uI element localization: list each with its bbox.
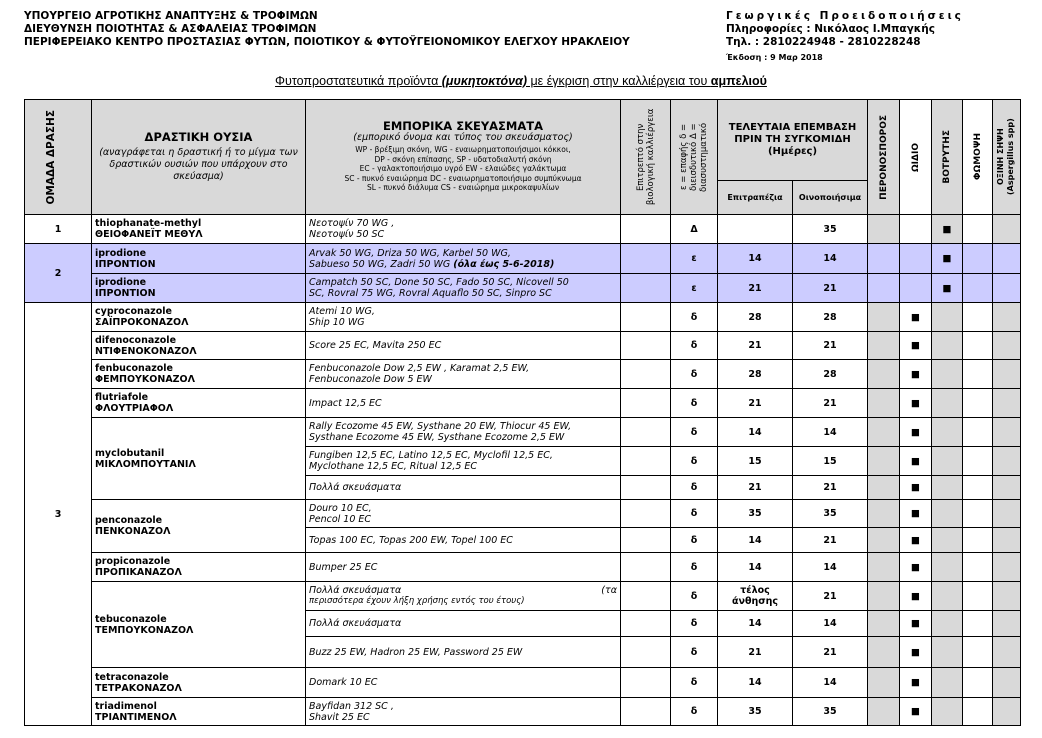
substance-cell: triadimenol ΤΡΙΑΝΤΙΜΕΝΟΛ [92,698,306,726]
issue-date: Έκδοση : 9 Μαρ 2018 [726,53,823,62]
substance-cell: tetraconazole ΤΕΤΡΑΚΟΝΑΖΟΛ [92,668,306,698]
formulation-line: WP - βρέξιμη σκόνη, WG - εναιωρηματοποιήσιμοι κόκκοι, [355,145,571,155]
substance-cell: cyproconazole ΣΑΪΠΡΟΚΟΝΑΖΟΛ [92,303,306,332]
table-row: Πολλά σκευάσματα δ 14 14 ■ [25,611,1021,637]
table-row: flutriafole ΦΛΟΥΤΡΙΑΦΟΛ Impact 12,5 EC δ 21 21 ■ [25,389,1021,418]
formulation-line: EC - γαλακτοποιήσιμο υγρό EW - ελαιώδες γαλάκτωμα [359,164,567,174]
products-cell: Arvak 50 WG, Driza 50 WG, Karbel 50 WG, Sabueso 50 WG, Zadri 50 WG (όλα έως 5-6-2018) [306,244,621,274]
phi-wine-cell: 35 [793,215,868,244]
table-row: Πολλά σκευάσματα δ 21 21 ■ [25,476,1021,500]
formulation-line: SC - πυκνό εναιώρημα DC - εναιωρηματοποιήσιμο συμπύκνωμα [344,173,582,183]
powdery-mark: ■ [900,389,932,418]
title-middle: με έγκριση στην καλλιέργεια του [527,74,711,88]
botrytis-mark: ■ [932,274,963,303]
table-row: penconazole ΠΕΝΚΟΝΑΖΟΛ Douro 10 EC, Pencol 10 EC δ 35 35 ■ [25,500,1021,528]
title-emphasis: (μυκητοκτόνα) [441,74,527,88]
powdery-mark: ■ [900,303,932,332]
botrytis-mark: ■ [932,244,963,274]
group-number: 2 [25,244,92,303]
table-row: tetraconazole ΤΕΤΡΑΚΟΝΑΖΟΛ Domark 10 EC δ 14 14 ■ [25,668,1021,698]
substance-cell: myclobutanil ΜΙΚΛΟΜΠΟΥΤΑΝΙΛ [92,418,306,500]
col-table-grape: Επιτραπέζια [718,181,793,215]
group-number: 1 [25,215,92,244]
col-substance: ΔΡΑΣΤΙΚΗ ΟΥΣΙΑ (αναγράφεται η δραστική ή το μίγμα των δραστικών ουσιών που υπάρχουν στο σκεύασμα) [92,100,306,215]
table-row: propiconazole ΠΡΟΠΙΚΑΝΑΖΟΛ Bumper 25 EC δ 14 14 ■ [25,553,1021,582]
col-powdery: ΩΙΔΙΟ [900,100,932,215]
powdery-mark: ■ [900,476,932,500]
substance-cell: flutriafole ΦΛΟΥΤΡΙΑΦΟΛ [92,389,306,418]
powdery-mark: ■ [900,447,932,476]
powdery-mark: ■ [900,418,932,447]
col-downy: ΠΕΡΟΝΟΣΠΟΡΟΣ [868,100,900,215]
powdery-mark: ■ [900,611,932,637]
substance-cell: penconazole ΠΕΝΚΟΝΑΖΟΛ [92,500,306,553]
table-row: difenoconazole ΝΤΙΦΕΝΟΚΟΝΑΖΟΛ Score 25 EC, Mavita 250 EC δ 21 21 ■ [25,332,1021,360]
powdery-mark: ■ [900,528,932,553]
col-phi: ΤΕΛΕΥΤΑΙΑ ΕΠΕΜΒΑΣΗ ΠΡΙΝ ΤΗ ΣΥΓΚΟΜΙΔΗ (Ημέρες) [718,100,868,181]
directorate-line: ΔΙΕΥΘΥΝΣΗ ΠΟΙΟΤΗΤΑΣ & ΑΣΦΑΛΕΙΑΣ ΤΡΟΦΙΜΩΝ [24,23,317,35]
col-sour-rot: ΟΞΙΝΗ ΣΗΨΗ (Aspergillus spp) [993,100,1021,215]
substance-cell: difenoconazole ΝΤΙΦΕΝΟΚΟΝΑΖΟΛ [92,332,306,360]
col-group: ΟΜΑΔΑ ΔΡΑΣΗΣ [25,100,92,215]
powdery-mark: ■ [900,668,932,698]
formulation-line: DP - σκόνη επίπασης, SP - υδατοδιαλυτή σκόνη [374,154,552,164]
contact-info: Πληροφορίες : Νικόλαος Ι.Μπαγκής [726,23,935,35]
table-row: 2 iprodione ΙΠΡΟΝΤΙΟΝ Arvak 50 WG, Driza 50 WG, Karbel 50 WG, Sabueso 50 WG, Zadri 50 WG (όλα έως 5-6-2018) ε 14 14 ■ [25,244,1021,274]
title-prefix: Φυτοπροστατευτικά προϊόντα [275,74,442,88]
table-row: myclobutanil ΜΙΚΛΟΜΠΟΥΤΑΝΙΛ Rally Ecozome 45 EW, Systhane 20 EW, Thiocur 45 EW, Systhane Ecozome 45 EW, Systhane Ecozome 2,5 EW δ 14 14 ■ [25,418,1021,447]
mode-cell: Δ [671,215,718,244]
substance-cell: fenbuconazole ΦΕΜΠΟΥΚΟΝΑΖΟΛ [92,360,306,389]
fungicide-table [24,99,1021,726]
bulletin-title: Γεωργικές Προειδοποιήσεις [726,10,964,22]
ministry-line: ΥΠΟΥΡΓΕΙΟ ΑΓΡΟΤΙΚΗΣ ΑΝΑΠΤΥΞΗΣ & ΤΡΟΦΙΜΩΝ [24,10,318,22]
table-row: Fungiben 12,5 EC, Latino 12,5 EC, Myclofil 12,5 EC, Myclothane 12,5 EC, Ritual 12,5 EC δ 15 15 ■ [25,447,1021,476]
powdery-mark: ■ [900,360,932,389]
col-phomopsis: ΦΩΜΟΨΗ [963,100,993,215]
formulation-line: SL - πυκνό διάλυμα CS - εναιώρημα μικροκαψυλίων [366,183,560,193]
table-row [25,215,1021,244]
substance-cell: tebuconazole ΤΕΜΠΟΥΚΟΝΑΖΟΛ [92,582,306,668]
powdery-mark: ■ [900,332,932,360]
powdery-mark: ■ [900,582,932,611]
powdery-mark: ■ [900,553,932,582]
table-row: iprodione ΙΠΡΟΝΤΙΟΝ Campatch 50 SC, Done 50 SC, Fado 50 SC, Nicovell 50 SC, Rovral 75 WG, Rovral Aquaflo 50 SC, Sinpro SC ε 21 21 ■ [25,274,1021,303]
col-products: ΕΜΠΟΡΙΚΑ ΣΚΕΥΑΣΜΑΤΑ (εμπορικό όνομα και τύπος του σκευάσματος) WP - βρέξιμη σκόνη, WG - εναιωρηματοποιήσιμοι κόκκοι, DP - σκόνη επίπασης, SP - υδατοδιαλυτή σκόνη EC - γαλακτοποιήσιμο υγρό EW - ελαιώδες γαλάκτωμα SC - πυκνό εναιώρημα DC - εναιωρηματοποιήσιμο συμπύκνωμα SL - πυκνό διάλυμα CS - εναιώρημα μικροκαψυλίων [306,100,621,215]
table-row: fenbuconazole ΦΕΜΠΟΥΚΟΝΑΖΟΛ Fenbuconazole Dow 2,5 EW , Karamat 2,5 EW, Fenbuconazole Dow 5 EW δ 28 28 ■ [25,360,1021,389]
products-cell: Νεοτοψίν 70 WG , Νεοτοψίν 50 SC [306,215,621,244]
table-row: Topas 100 EC, Topas 200 EW, Topel 100 EC δ 14 21 ■ [25,528,1021,553]
substance-cell: thiophanate-methyl ΘΕΙΟΦΑΝΕΪΤ ΜΕΘΥΛ [92,215,306,244]
organic-cell [621,215,671,244]
table-row: 3 cyproconazole ΣΑΪΠΡΟΚΟΝΑΖΟΛ Atemi 10 WG, Ship 10 WG δ 28 28 ■ [25,303,1021,332]
col-mode: ε = επαφής δ = διεισδυτικό Δ = διασυστηματικό [671,100,718,215]
substance-cell: iprodione ΙΠΡΟΝΤΙΟΝ [92,274,306,303]
table-row: triadimenol ΤΡΙΑΝΤΙΜΕΝΟΛ Bayfidan 312 SC , Shavit 25 EC δ 35 35 ■ [25,698,1021,726]
group-number: 3 [25,303,92,726]
table-row: Buzz 25 EW, Hadron 25 EW, Password 25 EW δ 21 21 ■ [25,637,1021,668]
substance-cell: propiconazole ΠΡΟΠΙΚΑΝΑΖΟΛ [92,553,306,582]
phi-table-cell [718,215,793,244]
col-wine-grape: Οινοποιήσιμα [793,181,868,215]
header-row [25,100,1021,181]
powdery-mark: ■ [900,500,932,528]
col-botrytis: ΒΟΤΡΥΤΗΣ [932,100,963,215]
bulletin-header [726,10,964,64]
document-title [0,74,1042,88]
products-cell: Campatch 50 SC, Done 50 SC, Fado 50 SC, Nicovell 50 SC, Rovral 75 WG, Rovral Aquaflo 50 SC, Sinpro SC [306,274,621,303]
contact-phone: Τηλ. : 2810224948 - 2810228248 [726,36,921,48]
regional-center-line: ΠΕΡΙΦΕΡΕΙΑΚΟ ΚΕΝΤΡΟ ΠΡΟΣΤΑΣΙΑΣ ΦΥΤΩΝ, ΠΟΙΟΤΙΚΟΥ & ΦΥΤΟΫΓΕΙΟΝΟΜΙΚΟΥ ΕΛΕΓΧΟΥ ΗΡΑΚΛΕΙΟΥ [24,36,630,48]
botrytis-mark: ■ [932,215,963,244]
table-row: tebuconazole ΤΕΜΠΟΥΚΟΝΑΖΟΛ Πολλά σκευάσματα (τα περισσότερα έχουν λήξη χρήσης εντός του έτους) δ τέλος άνθησης 21 ■ [25,582,1021,611]
powdery-mark: ■ [900,698,932,726]
title-crop: αμπελιού [710,74,767,88]
col-organic: Επιτρεπτό στην βιολογική καλλιέργεια [621,100,671,215]
substance-cell: iprodione ΙΠΡΟΝΤΙΟΝ [92,244,306,274]
powdery-mark: ■ [900,637,932,668]
ministry-header [24,10,630,49]
